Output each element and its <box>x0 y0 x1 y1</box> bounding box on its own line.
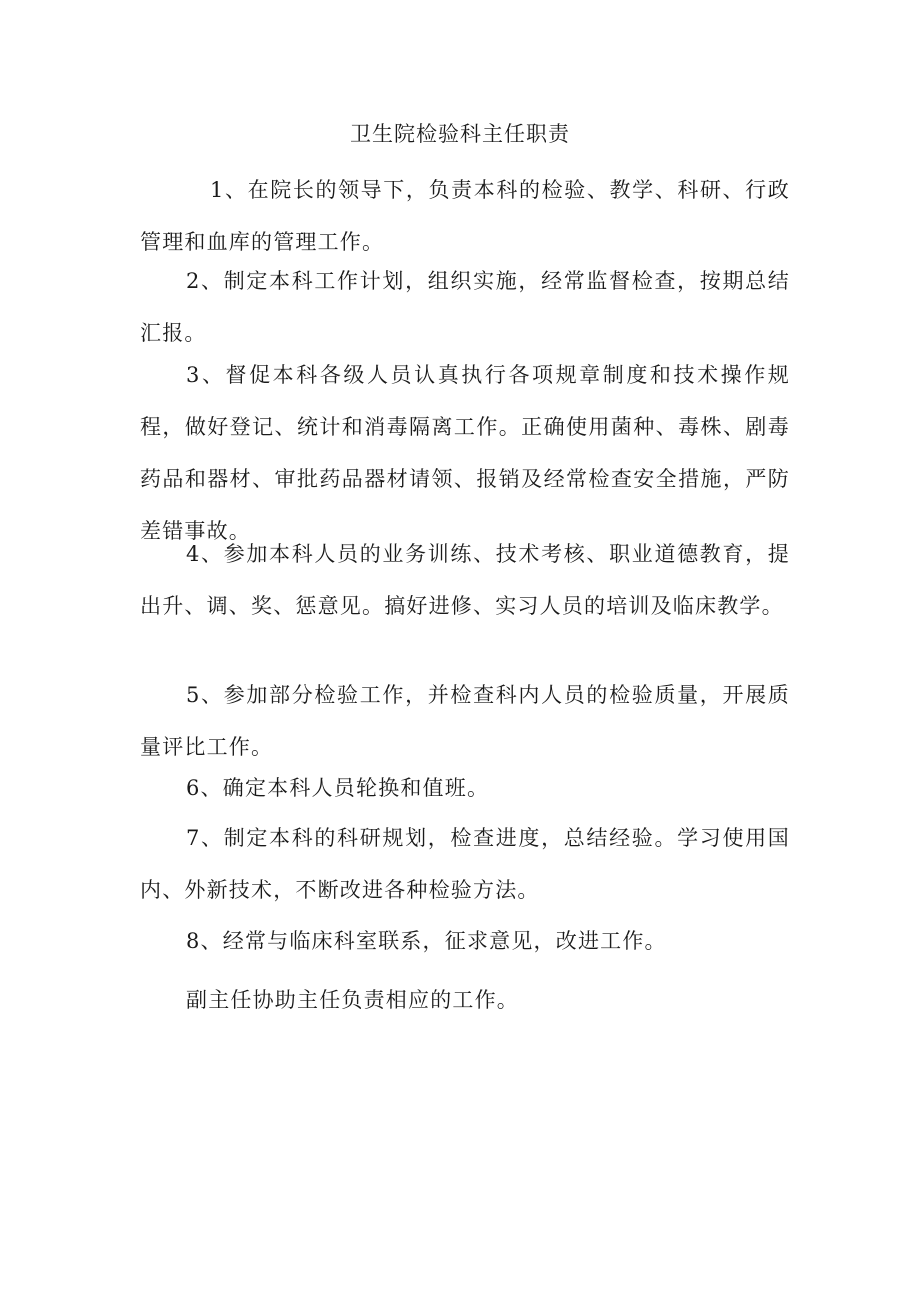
duty-paragraph-8: 8、经常与临床科室联系，征求意见，改进工作。 <box>186 929 667 953</box>
document-title: 卫生院检验科主任职责 <box>350 122 570 146</box>
duty-paragraph-5: 5、参加部分检验工作，并检查科内人员的检验质量，开展质量评比工作。 <box>140 683 790 759</box>
duty-paragraph-7: 7、制定本科的科研规划，检查进度，总结经验。学习使用国内、外新技术，不断改进各种检验方法。 <box>140 826 790 902</box>
duty-paragraph-3: 3、督促本科各级人员认真执行各项规章制度和技术操作规程，做好登记、统计和消毒隔离工作。正确使用菌种、毒株、剧毒药品和器材、审批药品器材请领、报销及经常检查安全措施，严防差错事故。 <box>140 363 790 543</box>
duty-paragraph-1: 1、在院长的领导下，负责本科的检验、教学、科研、行政管理和血库的管理工作。 <box>140 178 790 254</box>
duty-paragraph-4: 4、参加本科人员的业务训练、技术考核、职业道德教育，提出升、调、奖、惩意见。搞好进修、实习人员的培训及临床教学。 <box>140 542 790 618</box>
duty-paragraph-6: 6、确定本科人员轮换和值班。 <box>186 776 490 800</box>
duty-paragraph-2: 2、制定本科工作计划，组织实施，经常监督检查，按期总结汇报。 <box>140 269 790 345</box>
deputy-director-note: 副主任协助主任负责相应的工作。 <box>186 988 519 1012</box>
